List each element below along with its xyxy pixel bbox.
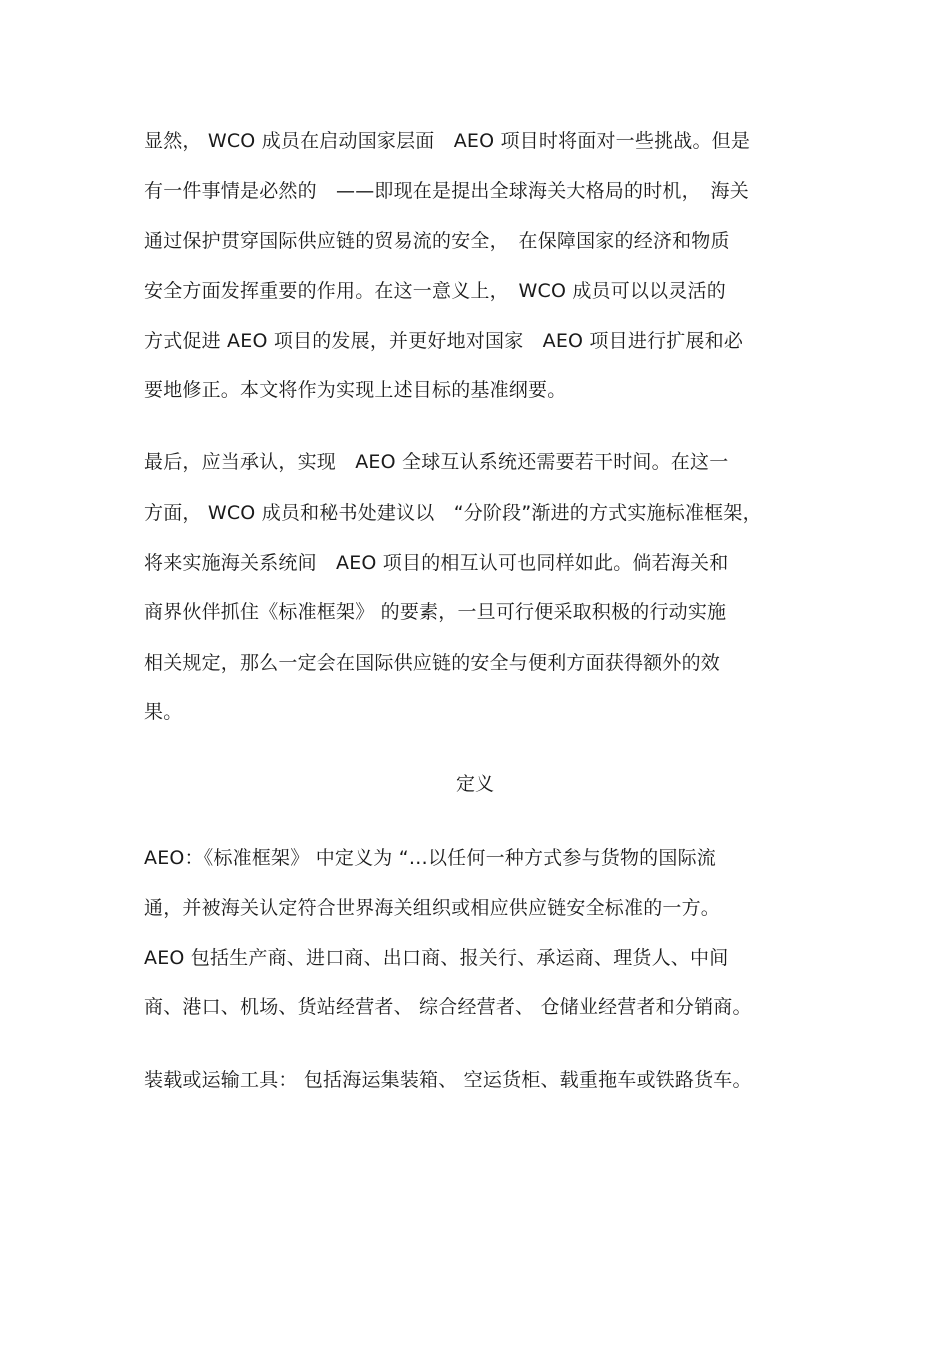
definition-line: 商、港口、机场、货站经营者、 综合经营者、 仓储业经营者和分销商。: [144, 996, 752, 1018]
paragraph-line: 安全方面发挥重要的作用。在这一意义上， WCO 成员可以以灵活的: [144, 280, 726, 302]
paragraph-line: 将来实施海关系统间 AEO 项目的相互认可也同样如此。倘若海关和: [144, 552, 729, 574]
definition-line: AEO 包括生产商、进口商、出口商、报关行、承运商、理货人、中间: [144, 947, 729, 969]
paragraph-line: 相关规定，那么一定会在国际供应链的安全与便利方面获得额外的效: [144, 652, 721, 674]
paragraph-line: 通过保护贯穿国际供应链的贸易流的安全， 在保障国家的经济和物质: [144, 230, 730, 252]
section-heading: 定义: [455, 773, 494, 795]
paragraph-line: 最后，应当承认，实现 AEO 全球互认系统还需要若干时间。在这一: [144, 451, 729, 473]
definition-line: 装载或运输工具： 包括海运集装箱、 空运货柜、载重拖车或铁路货车。: [144, 1069, 752, 1091]
paragraph-line: 果。: [144, 701, 183, 723]
definition-line: AEO：《标准框架》 中定义为 “…以任何一种方式参与货物的国际流: [144, 847, 716, 869]
definition-line: 通，并被海关认定符合世界海关组织或相应供应链安全标准的一方。: [144, 897, 721, 919]
paragraph-line: 商界伙伴抓住《标准框架》 的要素，一旦可行便采取积极的行动实施: [144, 601, 727, 623]
paragraph-line: 要地修正。本文将作为实现上述目标的基准纲要。: [144, 379, 567, 401]
paragraph-line: 显然， WCO 成员在启动国家层面 AEO 项目时将面对一些挑战。但是: [144, 130, 751, 152]
paragraph-line: 方式促进 AEO 项目的发展，并更好地对国家 AEO 项目进行扩展和必: [144, 330, 744, 352]
paragraph-line: 有一件事情是必然的 ——即现在是提出全球海关大格局的时机， 海关: [144, 180, 749, 202]
paragraph-line: 方面， WCO 成员和秘书处建议以 “分阶段”渐进的方式实施标准框架，: [144, 502, 762, 524]
